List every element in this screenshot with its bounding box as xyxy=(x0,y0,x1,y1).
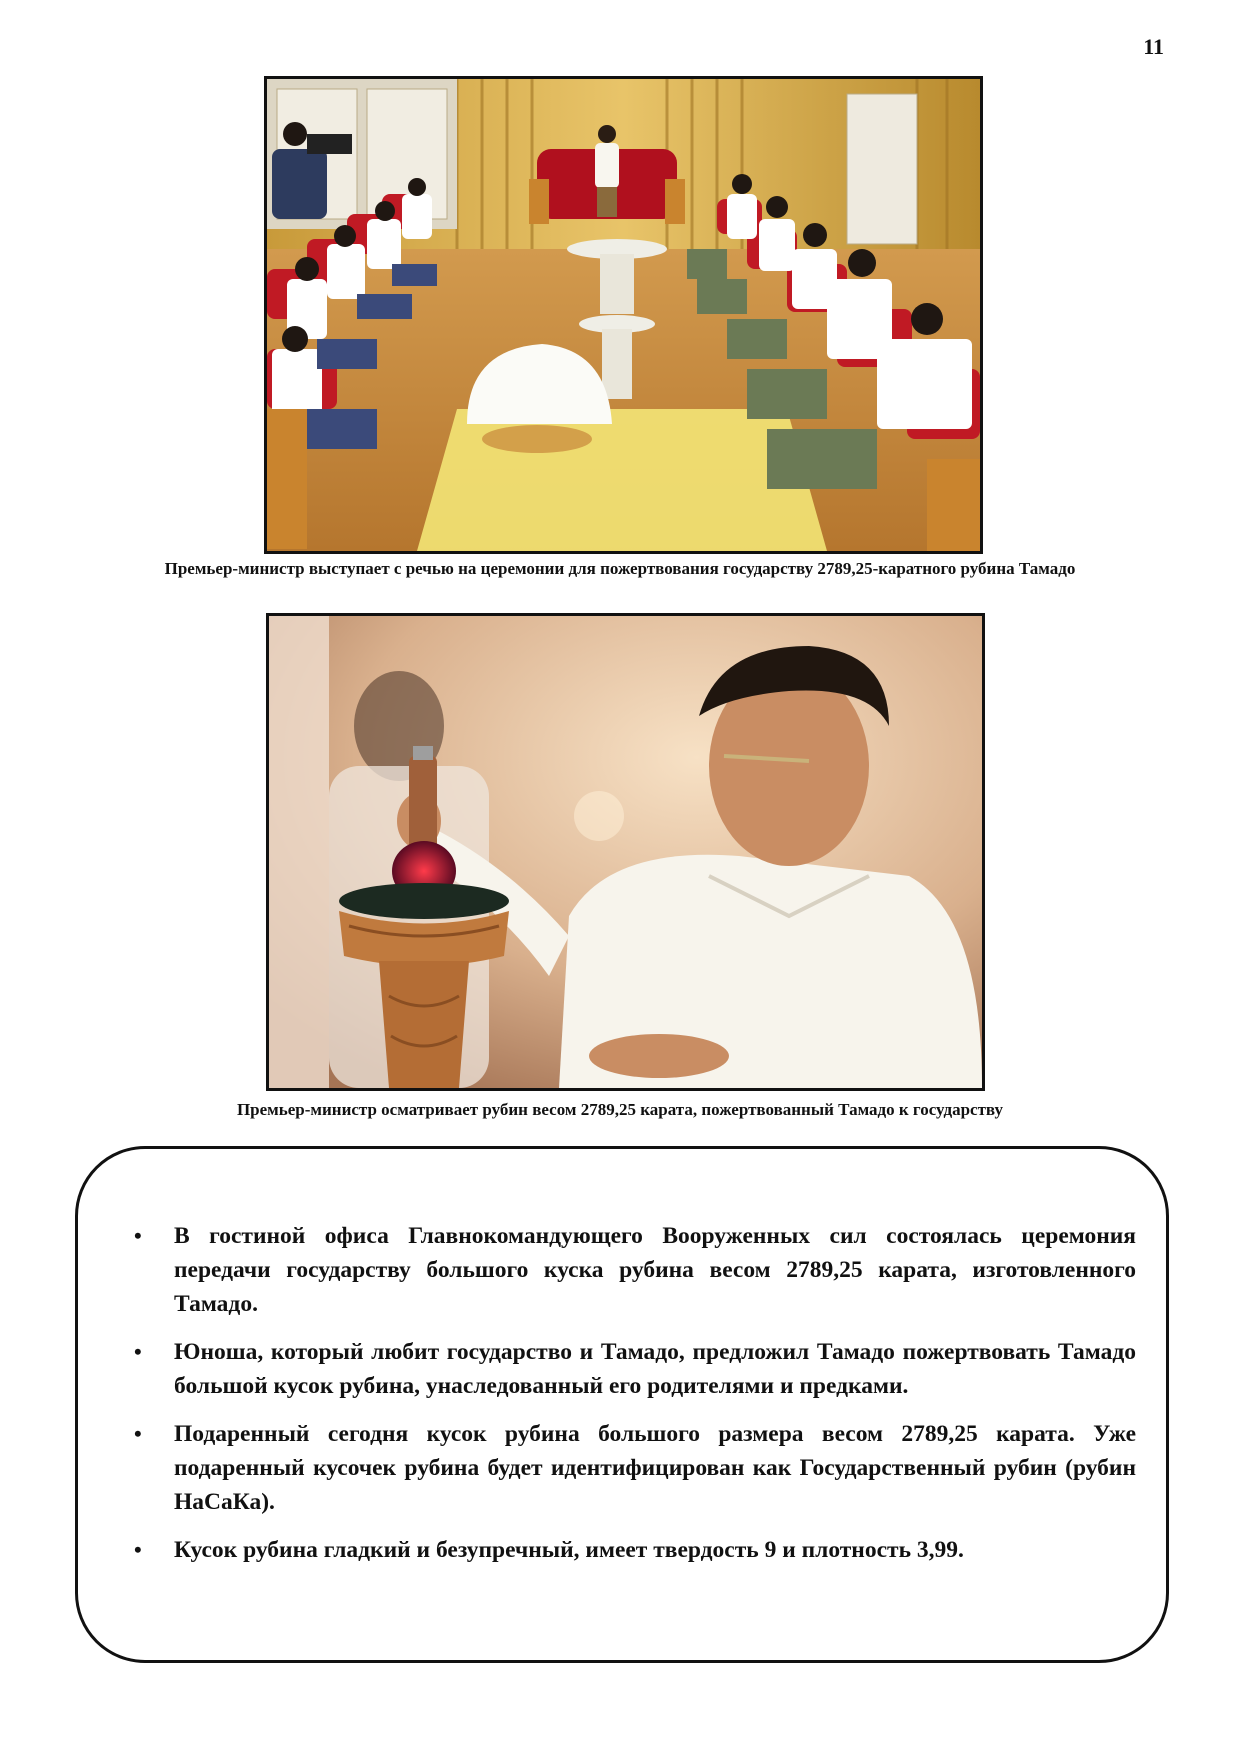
fact-list-item xyxy=(134,1533,1136,1567)
fact-list xyxy=(108,1219,1136,1567)
bullet: • xyxy=(134,1421,142,1446)
ceremony-photo-caption: Премьер-министр выступает с речью на церемонии для пожертвования государству 2789,25-каратного рубина Тамадо xyxy=(164,559,1076,578)
fact-text: Юноша, который любит государство и Тамадо, предложил Тамадо пожертвовать Тамадо большой кусок рубина, унаследованный его родителями и предками. xyxy=(174,1339,1136,1399)
bullet: • xyxy=(134,1339,142,1364)
ceremony-photo-illustration xyxy=(267,79,980,551)
ruby-inspection-photo-illustration xyxy=(269,616,982,1088)
fact-list-item xyxy=(134,1417,1136,1519)
fact-text: Кусок рубина гладкий и безупречный, имеет твердость 9 и плотность 3,99. xyxy=(174,1537,964,1563)
info-box xyxy=(75,1146,1169,1663)
page-number: 11 xyxy=(1143,34,1164,59)
fact-list-item xyxy=(134,1219,1136,1321)
fact-list-item xyxy=(134,1335,1136,1403)
ceremony-photo xyxy=(264,76,983,554)
fact-text: Подаренный сегодня кусок рубина большого размера весом 2789,25 карата. Уже подаренный кусочек рубина будет идентифицирован как Государственный рубин (рубин НаСаКа). xyxy=(174,1421,1136,1515)
ruby-inspection-photo xyxy=(266,613,985,1091)
ruby-inspection-photo-caption: Премьер-министр осматривает рубин весом 2789,25 карата, пожертвованный Тамадо к государству xyxy=(236,1100,1004,1119)
fact-text: В гостиной офиса Главнокомандующего Вооруженных сил состоялась церемония передачи государству большого куска рубина весом 2789,25 карата, изготовленного Тамадо. xyxy=(174,1223,1136,1317)
bullet: • xyxy=(134,1537,142,1562)
bullet: • xyxy=(134,1223,142,1248)
